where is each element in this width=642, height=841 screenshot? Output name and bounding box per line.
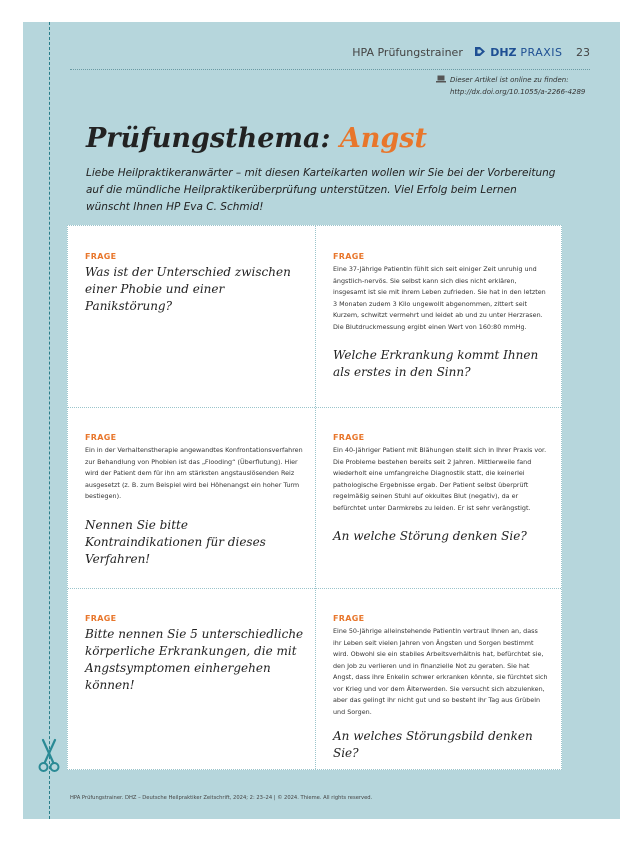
intro-text: Liebe Heilpraktikeranwärter – mit diesen Karteikarten wollen wir Sie bei der Vorbereitung auf die mündliche Heilpraktikerüberprüfung unterstützen. Viel Erfolg beim Lernen wünscht Ihnen HP Eva C. Schmid! [86, 167, 556, 213]
online-note-link[interactable]: http://dx.doi.org/10.1055/a-2266-4289 [450, 88, 586, 96]
card-case-text: Eine 37-Jährige PatientIn fühlt sich seit einiger Zeit unruhig und ängstlich-nervös. Sie selbst kann sich dies nicht erklären, insgesamt ist sie mit ihrem Leben zufrieden. Sie hat in den letzten 3 Monaten zudem 3 Kilo ungewollt abgenommen, zittert seit Kurzem, schwitzt vermehrt und leidet ab und zu unter Herzrasen. Die Blutdruckmessung ergibt einen Wert von 160:80 mmHg. [333, 265, 546, 331]
card-label: FRAGE [85, 252, 117, 261]
flashcard-grid [67, 225, 562, 770]
online-note-line1: Dieser Artikel ist online zu finden: [450, 76, 569, 84]
title-prefix: Prüfungsthema: [86, 123, 340, 154]
page-number: 23 [576, 46, 590, 59]
card-question: Bitte nennen Sie 5 unterschiedliche körperliche Erkrankungen, die mit Angstsymptomen einhergehen können! [85, 627, 304, 692]
page-footer: HPA Prüfungstrainer. DHZ – Deutsche Heilpraktiker Zeitschrift, 2024; 2: 23–24 | © 2024. Thieme. All rights reserved. [70, 795, 373, 801]
card-question: An welches Störungsbild denken Sie? [333, 729, 533, 760]
flashcard-3 [85, 433, 305, 568]
logo-dhz: DHZ [490, 46, 517, 59]
logo-praxis: PRAXIS [520, 46, 563, 59]
card-label: FRAGE [333, 433, 365, 442]
flashcard-4 [333, 433, 548, 545]
flashcard-6 [333, 614, 548, 762]
page-title [86, 123, 427, 154]
card-label: FRAGE [333, 252, 365, 261]
cut-line [49, 22, 50, 819]
flashcard-2 [333, 252, 548, 381]
dhz-logo-icon [474, 46, 486, 57]
header-title: HPA Prüfungstrainer [352, 46, 463, 59]
card-divider-horizontal [68, 588, 561, 589]
card-question: Nennen Sie bitte Kontraindikationen für dieses Verfahren! [85, 517, 266, 566]
scissors-icon [38, 738, 60, 774]
card-question: Was ist der Unterschied zwischen einer Phobie und einer Panikstörung? [85, 265, 291, 313]
card-case-text: Ein 40-Jähriger Patient mit Blähungen stellt sich in Ihrer Praxis vor. Die Probleme bestehen bereits seit 2 Jahren. Mittlerweile fand wiederholt eine umfangreiche Diagnostik statt, die keinerlei pathologische Ergebnisse ergab. Der Patient selbst überprüft regelmäßig seinen Stuhl auf okkultes Blut (negativ), da er befürchtet unter Darmkrebs zu leiden. Er ist sehr verängstigt. [333, 446, 547, 512]
dhz-praxis-logo [474, 46, 562, 59]
card-label: FRAGE [85, 614, 117, 623]
online-note [436, 74, 596, 98]
card-divider-horizontal [68, 407, 561, 408]
card-question: An welche Störung denken Sie? [333, 529, 527, 543]
page-header [70, 46, 590, 66]
card-label: FRAGE [85, 433, 117, 442]
card-question: Welche Erkrankung kommt Ihnen als erstes in den Sinn? [333, 348, 539, 379]
card-label: FRAGE [333, 614, 365, 623]
title-accent: Angst [339, 123, 427, 154]
card-case-text: Eine 50-Jährige alleinstehende PatientIn vertraut Ihnen an, dass ihr Leben seit vielen Jahren von Ängsten und Sorgen bestimmt wird. Obwohl sie ein stabiles Arbeitsverhältnis hat, befürchtet sie, den Job zu verlieren und in finanzielle Not zu geraten. Sie hat Angst, dass ihre Enkelin schwer erkranken könnte, sie fürchtet sich vor Krieg und vor dem Älterwerden. Sie versucht sich abzulenken, aber das gelingt ihr nicht gut und so besteht ihr Tag aus Grübeln und Sorgen. [333, 627, 548, 716]
flashcard-5 [85, 614, 305, 694]
flashcard-1 [85, 252, 305, 315]
laptop-icon [436, 75, 446, 83]
card-case-text: Ein in der Verhaltenstherapie angewandtes Konfrontationsverfahren zur Behandlung von Phobien ist das „Flooding“ (Überflutung). Hier wird der Patient dem für ihn am stärksten angstauslösenden Reiz ausgesetzt (z. B. zum Beispiel wird bei Höhenangst ein hoher Turm bestiegen). [85, 446, 303, 500]
header-divider [70, 69, 590, 70]
card-divider-vertical [315, 226, 316, 769]
